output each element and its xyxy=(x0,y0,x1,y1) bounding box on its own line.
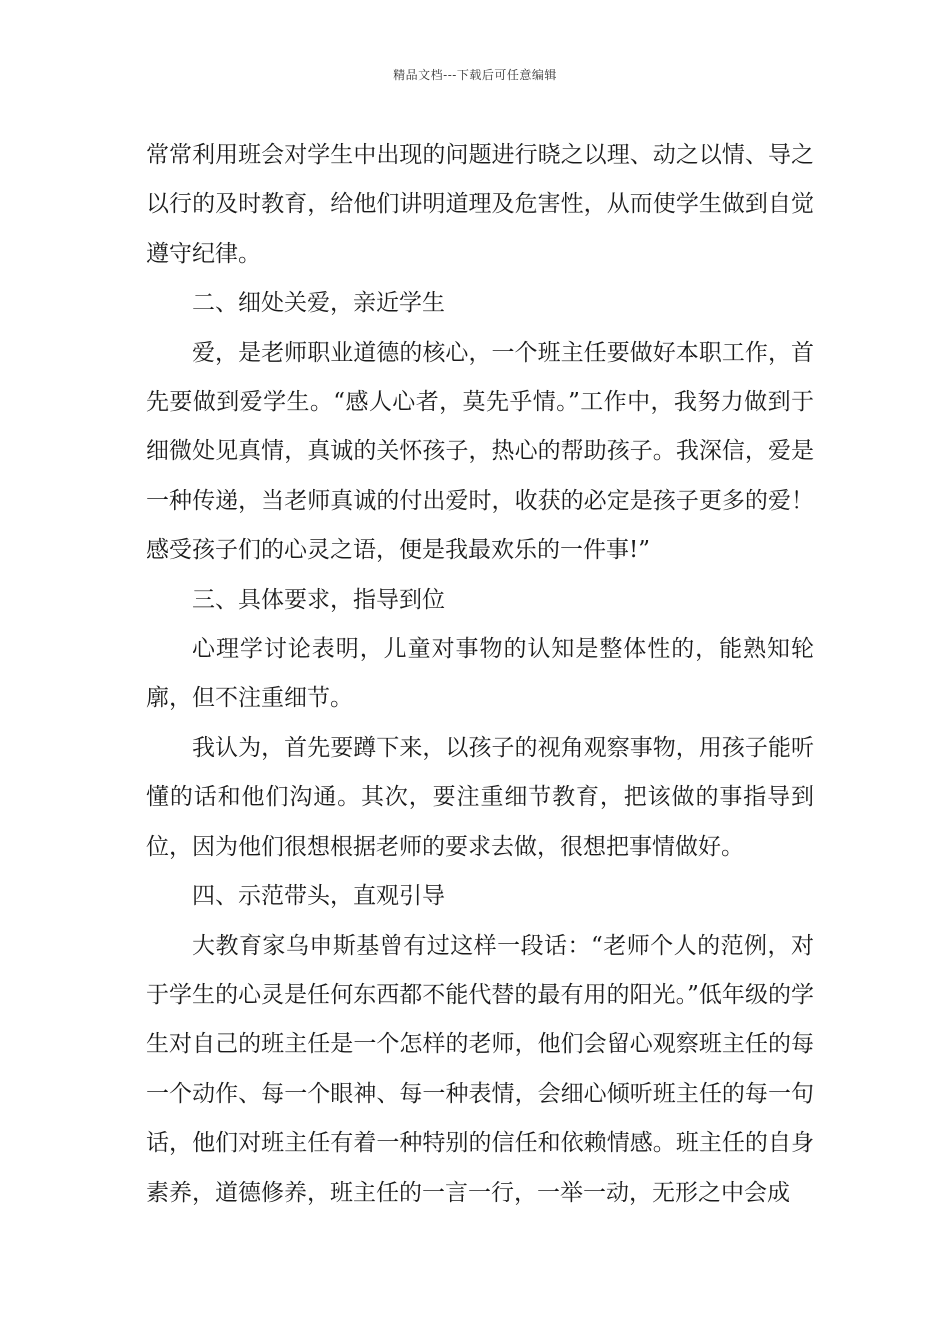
page-header: 精品文档---下载后可任意编辑 xyxy=(393,68,557,82)
section-heading: 四、示范带头，直观引导 xyxy=(192,883,445,910)
paragraph: 大教育家乌申斯基曾有过这样一段话：“老师个人的范例，对于学生的心灵是任何东西都不能代替的最有用的阳光。”低年级的学生对自己的班主任是一个怎样的老师，他们会留心观察班主任的每一个动作、每一个眼神、每一种表情，会细心倾听班主任的每一句话，他们对班主任有着一种特别的信任和依赖情感。班主任的自身素养，道德修养，班主任的一言一行，一举一动，无形之中会成 xyxy=(146,932,814,1206)
paragraph: 心理学讨论表明，儿童对事物的认知是整体性的，能熟知轮廓，但不注重细节。 xyxy=(146,636,814,712)
paragraph: 爱，是老师职业道德的核心，一个班主任要做好本职工作，首先要做到爱学生。“感人心者，莫先乎情。”工作中，我努力做到于细微处见真情，真诚的关怀孩子，热心的帮助孩子。我深信，爱是一种传递，当老师真诚的付出爱时，收获的必定是孩子更多的爱！感受孩子们的心灵之语，便是我最欢乐的一件事!” xyxy=(146,339,814,564)
paragraph: 常常利用班会对学生中出现的问题进行晓之以理、动之以情、导之以行的及时教育，给他们讲明道理及危害性，从而使学生做到自觉遵守纪律。 xyxy=(146,142,814,267)
section-heading: 二、细处关爱，亲近学生 xyxy=(192,290,445,317)
paragraph: 我认为，首先要蹲下来，以孩子的视角观察事物，用孩子能听懂的话和他们沟通。其次，要注重细节教育，把该做的事指导到位，因为他们很想根据老师的要求去做，很想把事情做好。 xyxy=(146,734,814,860)
section-heading: 三、具体要求，指导到位 xyxy=(192,586,445,613)
document-body xyxy=(146,131,814,1218)
